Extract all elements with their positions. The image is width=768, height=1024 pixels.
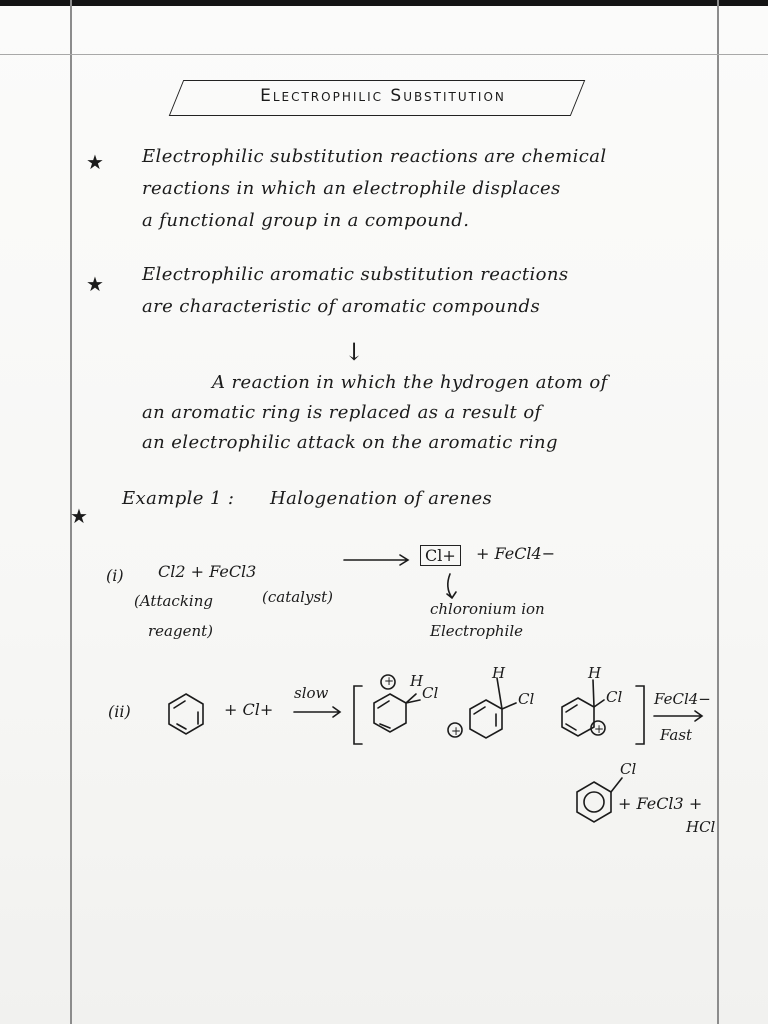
arenium-ring — [470, 700, 502, 738]
bullet-1-line-1: Electrophilic substitution reactions are chemical — [142, 146, 607, 167]
h-label: H — [588, 664, 602, 682]
product-side: + FeCl3 + — [618, 794, 703, 813]
definition-line-3: an electrophilic attack on the aromatic ring — [142, 432, 558, 453]
chlorobenzene-ring — [577, 782, 611, 822]
h-label: H — [492, 664, 506, 682]
right-bracket — [636, 686, 644, 744]
charge-circle — [381, 675, 395, 689]
reagent-label: reagent) — [148, 622, 214, 640]
definition-line-2: an aromatic ring is replaced as a result of — [142, 402, 542, 423]
fast-arrow — [654, 711, 702, 721]
example-label: Example 1 : — [122, 488, 235, 509]
step-2-number: (ii) — [108, 702, 131, 721]
reaction-arrow — [344, 555, 408, 565]
arenium-ring — [562, 698, 594, 736]
plus-charge: + — [384, 674, 395, 688]
bullet-star: ★ — [86, 272, 104, 296]
page-title: Electrophilic Substitution — [260, 86, 506, 106]
down-arrow: ↓ — [344, 338, 365, 366]
cl-label: Cl — [606, 688, 623, 706]
step-2-electrophile: + Cl+ — [224, 700, 274, 719]
definition-line-1: A reaction in which the hydrogen atom of — [212, 372, 608, 393]
plus-charge: + — [451, 724, 462, 738]
fast-label: Fast — [660, 726, 693, 744]
cl-label: Cl — [518, 690, 535, 708]
bullet-1-line-3: a functional group in a compound. — [142, 210, 470, 231]
step-1-reactants: Cl2 + FeCl3 — [158, 562, 257, 581]
left-bracket — [354, 686, 362, 744]
bullet-2-line-1: Electrophilic aromatic substitution reactions — [142, 264, 569, 285]
plus-charge: + — [594, 722, 605, 736]
example-heading: Halogenation of arenes — [270, 488, 493, 509]
benzene-double-bonds — [174, 701, 198, 729]
charge-circle — [448, 723, 462, 737]
h-label: H — [410, 672, 424, 690]
slow-arrow — [294, 707, 340, 717]
product-cl: Cl — [620, 760, 637, 778]
step-1-number: (i) — [106, 566, 124, 585]
bullet-star: ★ — [86, 150, 104, 174]
slow-label: slow — [294, 684, 329, 702]
arenium-ring — [374, 694, 406, 732]
step-1-product: + FeCl4− — [476, 544, 556, 563]
chloronium-ion: Cl+ — [420, 546, 461, 565]
fast-reagent: FeCl4− — [654, 690, 711, 708]
bullet-1-line-2: reactions in which an electrophile displaces — [142, 178, 561, 199]
pointer-arrow — [447, 574, 456, 598]
catalyst-label: (catalyst) — [262, 588, 334, 606]
attacking-label: (Attacking — [134, 592, 213, 610]
bullet-2-line-2: are characteristic of aromatic compounds — [142, 296, 541, 317]
ion-name: chloronium ion — [430, 600, 545, 618]
cl-label: Cl — [422, 684, 439, 702]
hcl-label: HCl — [686, 818, 716, 836]
bullet-star: ★ — [70, 504, 88, 528]
ion-role: Electrophile — [430, 622, 523, 640]
